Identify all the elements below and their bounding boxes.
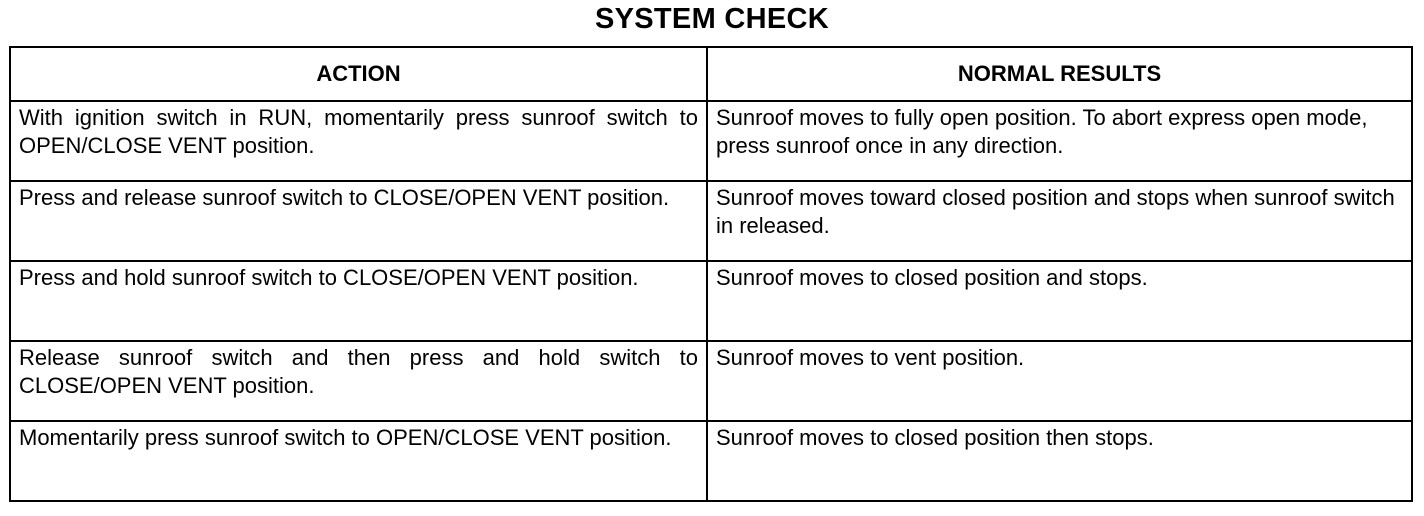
table-header-row xyxy=(10,47,1412,101)
action-cell: Press and hold sunroof switch to CLOSE/OPEN VENT position. xyxy=(10,261,707,341)
result-cell: Sunroof moves to vent position. xyxy=(707,341,1412,421)
normal-results-column-header: NORMAL RESULTS xyxy=(707,47,1412,101)
action-column-header: ACTION xyxy=(10,47,707,101)
action-cell: Release sunroof switch and then press and hold switch to CLOSE/OPEN VENT position. xyxy=(10,341,707,421)
table-row xyxy=(10,341,1412,421)
action-cell: Momentarily press sunroof switch to OPEN/CLOSE VENT position. xyxy=(10,421,707,501)
result-cell: Sunroof moves to fully open position. To abort express open mode, press sunroof once in any direction. xyxy=(707,101,1412,181)
action-cell: With ignition switch in RUN, momentarily press sunroof switch to OPEN/CLOSE VENT position. xyxy=(10,101,707,181)
result-cell: Sunroof moves to closed position then stops. xyxy=(707,421,1412,501)
action-cell: Press and release sunroof switch to CLOSE/OPEN VENT position. xyxy=(10,181,707,261)
table-row xyxy=(10,181,1412,261)
page-title: SYSTEM CHECK xyxy=(594,3,829,35)
table-row xyxy=(10,261,1412,341)
result-cell: Sunroof moves to closed position and stops. xyxy=(707,261,1412,341)
result-cell: Sunroof moves toward closed position and stops when sunroof switch in released. xyxy=(707,181,1412,261)
system-check-table xyxy=(9,46,1413,502)
table-row xyxy=(10,101,1412,181)
table-row xyxy=(10,421,1412,501)
